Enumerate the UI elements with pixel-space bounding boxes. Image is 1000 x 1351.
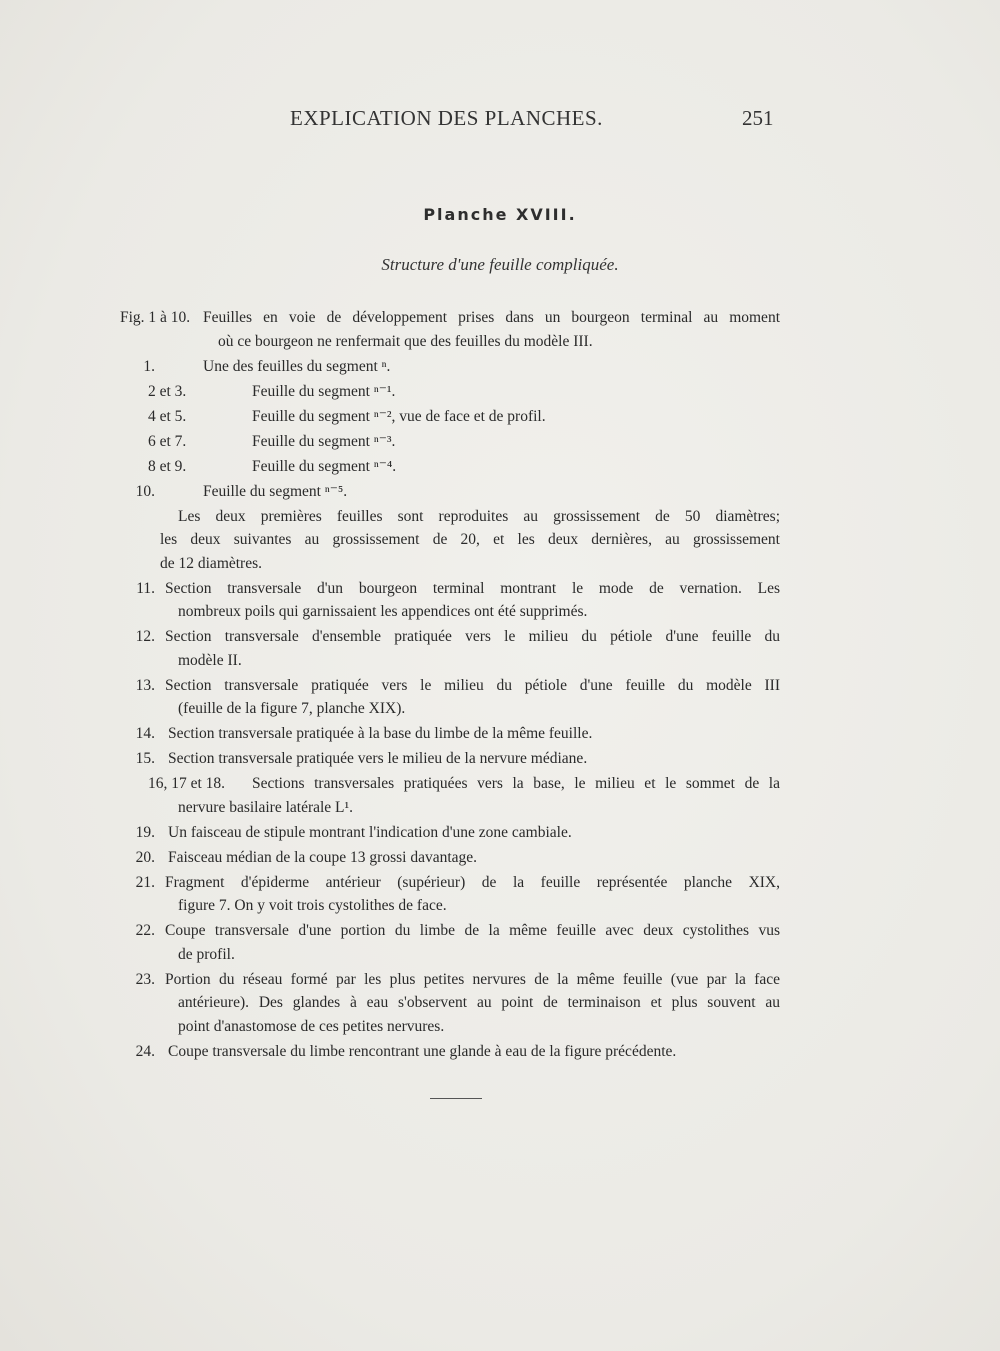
legend-number: 19. bbox=[135, 823, 155, 841]
legend-text-line: Coupe transversale d'une portion du limbe de la même feuille avec deux cystolithes vus bbox=[165, 922, 780, 939]
legend-number: 11. bbox=[136, 579, 155, 597]
legend-entry bbox=[0, 625, 1000, 672]
legend-text-line: Sections transversales pratiquées vers la base, le milieu et le sommet de la bbox=[252, 775, 780, 792]
legend-text-line: Coupe transversale du limbe rencontrant une glande à eau de la figure précédente. bbox=[168, 1042, 677, 1060]
legend-entry bbox=[0, 821, 1000, 845]
legend-number: 24. bbox=[135, 1042, 155, 1060]
legend-number: 12. bbox=[135, 628, 155, 645]
legend-number: 21. bbox=[135, 873, 155, 891]
legend-entry bbox=[0, 919, 1000, 966]
legend-entry bbox=[0, 380, 1000, 404]
legend-entry bbox=[0, 1040, 1000, 1064]
legend-number: Fig. 1 à 10. bbox=[120, 309, 191, 326]
legend-text-line: Section transversale d'ensemble pratiquée vers le milieu du pétiole d'une feuille du bbox=[165, 628, 780, 645]
legend-entry bbox=[0, 577, 1000, 624]
legend-number: 2 et 3. bbox=[148, 382, 187, 400]
legend-number: 15. bbox=[135, 750, 155, 767]
legend-text-line: Section transversale d'un bourgeon terminal montrant le mode de vernation. Les bbox=[165, 579, 780, 597]
legend-entry bbox=[0, 355, 1000, 379]
legend-text-line: nombreux poils qui garnissaient les appendices ont été supprimés. bbox=[178, 603, 588, 620]
legend-number: 14. bbox=[135, 725, 155, 742]
closing-rule bbox=[430, 1098, 482, 1099]
legend-text-line: de profil. bbox=[178, 945, 235, 963]
legend-entry bbox=[0, 505, 1000, 576]
legend-text-line: Fragment d'épiderme antérieur (supérieur) de la feuille représentée planche XIX, bbox=[165, 873, 780, 891]
legend-text-line: nervure basilaire latérale L¹. bbox=[178, 798, 354, 816]
legend-text-line: (feuille de la figure 7, planche XIX). bbox=[178, 700, 406, 717]
legend-number: 8 et 9. bbox=[148, 457, 187, 475]
legend-text-line: Un faisceau de stipule montrant l'indication d'une zone cambiale. bbox=[168, 823, 572, 841]
legend-text-line: Faisceau médian de la coupe 13 grossi davantage. bbox=[168, 848, 478, 866]
legend-text-line: de 12 diamètres. bbox=[160, 554, 263, 572]
legend-number: 16, 17 et 18. bbox=[148, 775, 226, 792]
legend-entry bbox=[0, 747, 1000, 771]
legend-text-line: où ce bourgeon ne renfermait que des feuilles du modèle III. bbox=[218, 332, 593, 350]
plate-subtitle: Structure d'une feuille compliquée. bbox=[381, 255, 619, 274]
legend-number: 20. bbox=[135, 848, 155, 866]
legend-number: 1. bbox=[143, 357, 155, 375]
legend-number: 22. bbox=[135, 922, 155, 939]
legend-text-line: antérieure). Des glandes à eau s'observent au point de terminaison et plus souvent au bbox=[178, 994, 780, 1011]
legend-text-line: Section transversale pratiquée à la base du limbe de la même feuille. bbox=[168, 725, 593, 742]
legend-text-line: Section transversale pratiquée vers le milieu du pétiole d'une feuille du modèle III bbox=[165, 676, 780, 694]
legend-entry bbox=[0, 674, 1000, 721]
legend-text-line: Feuille du segment ⁿ⁻³. bbox=[252, 432, 396, 450]
legend-entry bbox=[0, 772, 1000, 819]
legend-number: 23. bbox=[135, 970, 155, 988]
legend-text-line: Une des feuilles du segment ⁿ. bbox=[203, 357, 391, 375]
legend-entry bbox=[0, 968, 1000, 1039]
legend-number: 4 et 5. bbox=[148, 407, 187, 425]
legend-entry bbox=[0, 871, 1000, 918]
page-number: 251 bbox=[742, 106, 774, 130]
legend-text-line: modèle II. bbox=[178, 651, 242, 669]
legend-entry bbox=[0, 306, 1000, 353]
legend-number: 13. bbox=[135, 676, 155, 694]
legend-entry bbox=[0, 480, 1000, 504]
running-title: EXPLICATION DES PLANCHES. bbox=[290, 106, 603, 130]
legend-entry bbox=[0, 455, 1000, 479]
legend-text-line: Feuille du segment ⁿ⁻¹. bbox=[252, 382, 396, 400]
legend-text-line: figure 7. On y voit trois cystolithes de face. bbox=[178, 897, 447, 914]
legend-entry bbox=[0, 430, 1000, 454]
legend-text-line: les deux suivantes au grossissement de 20, et les deux dernières, au grossissement bbox=[160, 531, 780, 548]
legend-text-line: Portion du réseau formé par les plus petites nervures de la même feuille (vue par la face bbox=[165, 970, 780, 988]
legend-text-line: Les deux premières feuilles sont reproduites au grossissement de 50 diamètres; bbox=[178, 507, 780, 525]
legend-entry bbox=[0, 846, 1000, 870]
legend-text-line: Feuilles en voie de développement prises dans un bourgeon terminal au moment bbox=[203, 309, 780, 326]
legend-text-line: Feuille du segment ⁿ⁻², vue de face et de profil. bbox=[252, 407, 546, 425]
legend-entry bbox=[0, 722, 1000, 746]
legend-text-line: point d'anastomose de ces petites nervures. bbox=[178, 1017, 445, 1035]
legend-number: 6 et 7. bbox=[148, 432, 187, 450]
legend-text-line: Section transversale pratiquée vers le milieu de la nervure médiane. bbox=[168, 750, 588, 767]
legend-text-line: Feuille du segment ⁿ⁻⁴. bbox=[252, 457, 397, 475]
legend-text-line: Feuille du segment ⁿ⁻⁵. bbox=[203, 482, 348, 500]
legend-number: 10. bbox=[135, 482, 155, 500]
legend-entry bbox=[0, 405, 1000, 429]
plate-title: Planche XVIII. bbox=[423, 205, 577, 224]
